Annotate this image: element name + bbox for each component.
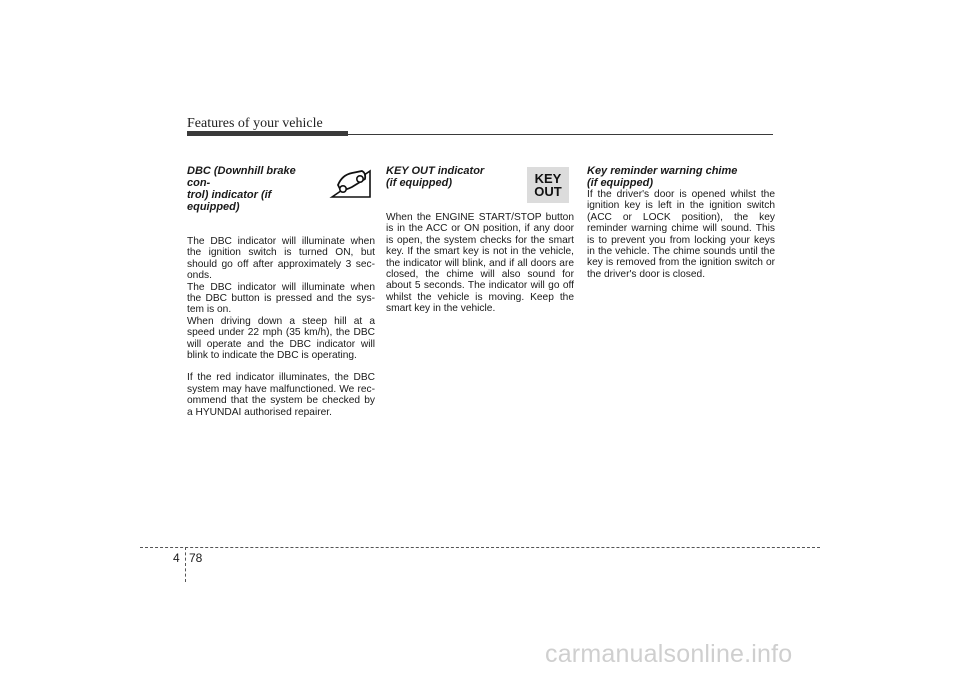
key-out-icon-line1: KEY	[534, 171, 562, 186]
footer-rule	[140, 547, 820, 548]
footer-divider	[185, 547, 186, 582]
paragraph: The DBC indicator will illuminate when the DBC button is pressed and the sys-tem is on.	[187, 281, 375, 316]
header-rule-thick	[187, 131, 348, 136]
paragraph: If the driver's door is opened whilst the ignition key is left in the ignition switch (ACC or LOCK position), the key reminder warning chime will sound. This is to prevent you from locking your keys in the vehicle. The chime sounds until the key is removed from the ignition switch or the driver's door is closed.	[587, 189, 775, 280]
section-heading-key-reminder: Key reminder warning chime (if equipped)	[587, 165, 738, 189]
watermark: carmanualsonline.info	[545, 640, 793, 668]
key-out-icon	[527, 167, 569, 203]
section-key-reminder	[587, 165, 775, 280]
key-out-icon-line2: OUT	[534, 184, 562, 199]
chapter-number: 4	[173, 551, 180, 565]
header-rule-thin	[348, 134, 773, 135]
section-heading-key-out: KEY OUT indicator (if equipped)	[386, 165, 485, 189]
paragraph: When driving down a steep hill at a speed under 22 mph (35 km/h), the DBC will operate and the DBC indicator will blink to indicate the DBC is operating.	[187, 315, 375, 362]
paragraph: When the ENGINE START/STOP button is in the ACC or ON position, if any door is open, the system checks for the smart key. If the smart key is not in the vehicle, the indicator will blink, and if all doors are closed, the chime will also sound for about 5 seconds. The indicator will go off whilst the vehicle is moving. Keep the smart key in the vehicle.	[386, 212, 574, 315]
page-header-title: Features of your vehicle	[187, 116, 323, 131]
paragraph: The DBC indicator will illuminate when the ignition switch is turned ON, but should go off after approximately 3 sec-onds.	[187, 236, 375, 282]
paragraph: If the red indicator illuminates, the DBC system may have malfunctioned. We rec-ommend that the system be checked by a HYUNDAI authorised repairer.	[187, 372, 375, 418]
dbc-downhill-icon	[328, 163, 374, 203]
section-heading-dbc: DBC (Downhill brake con- trol) indicator (if equipped)	[187, 165, 296, 213]
page-number: 78	[189, 551, 203, 565]
